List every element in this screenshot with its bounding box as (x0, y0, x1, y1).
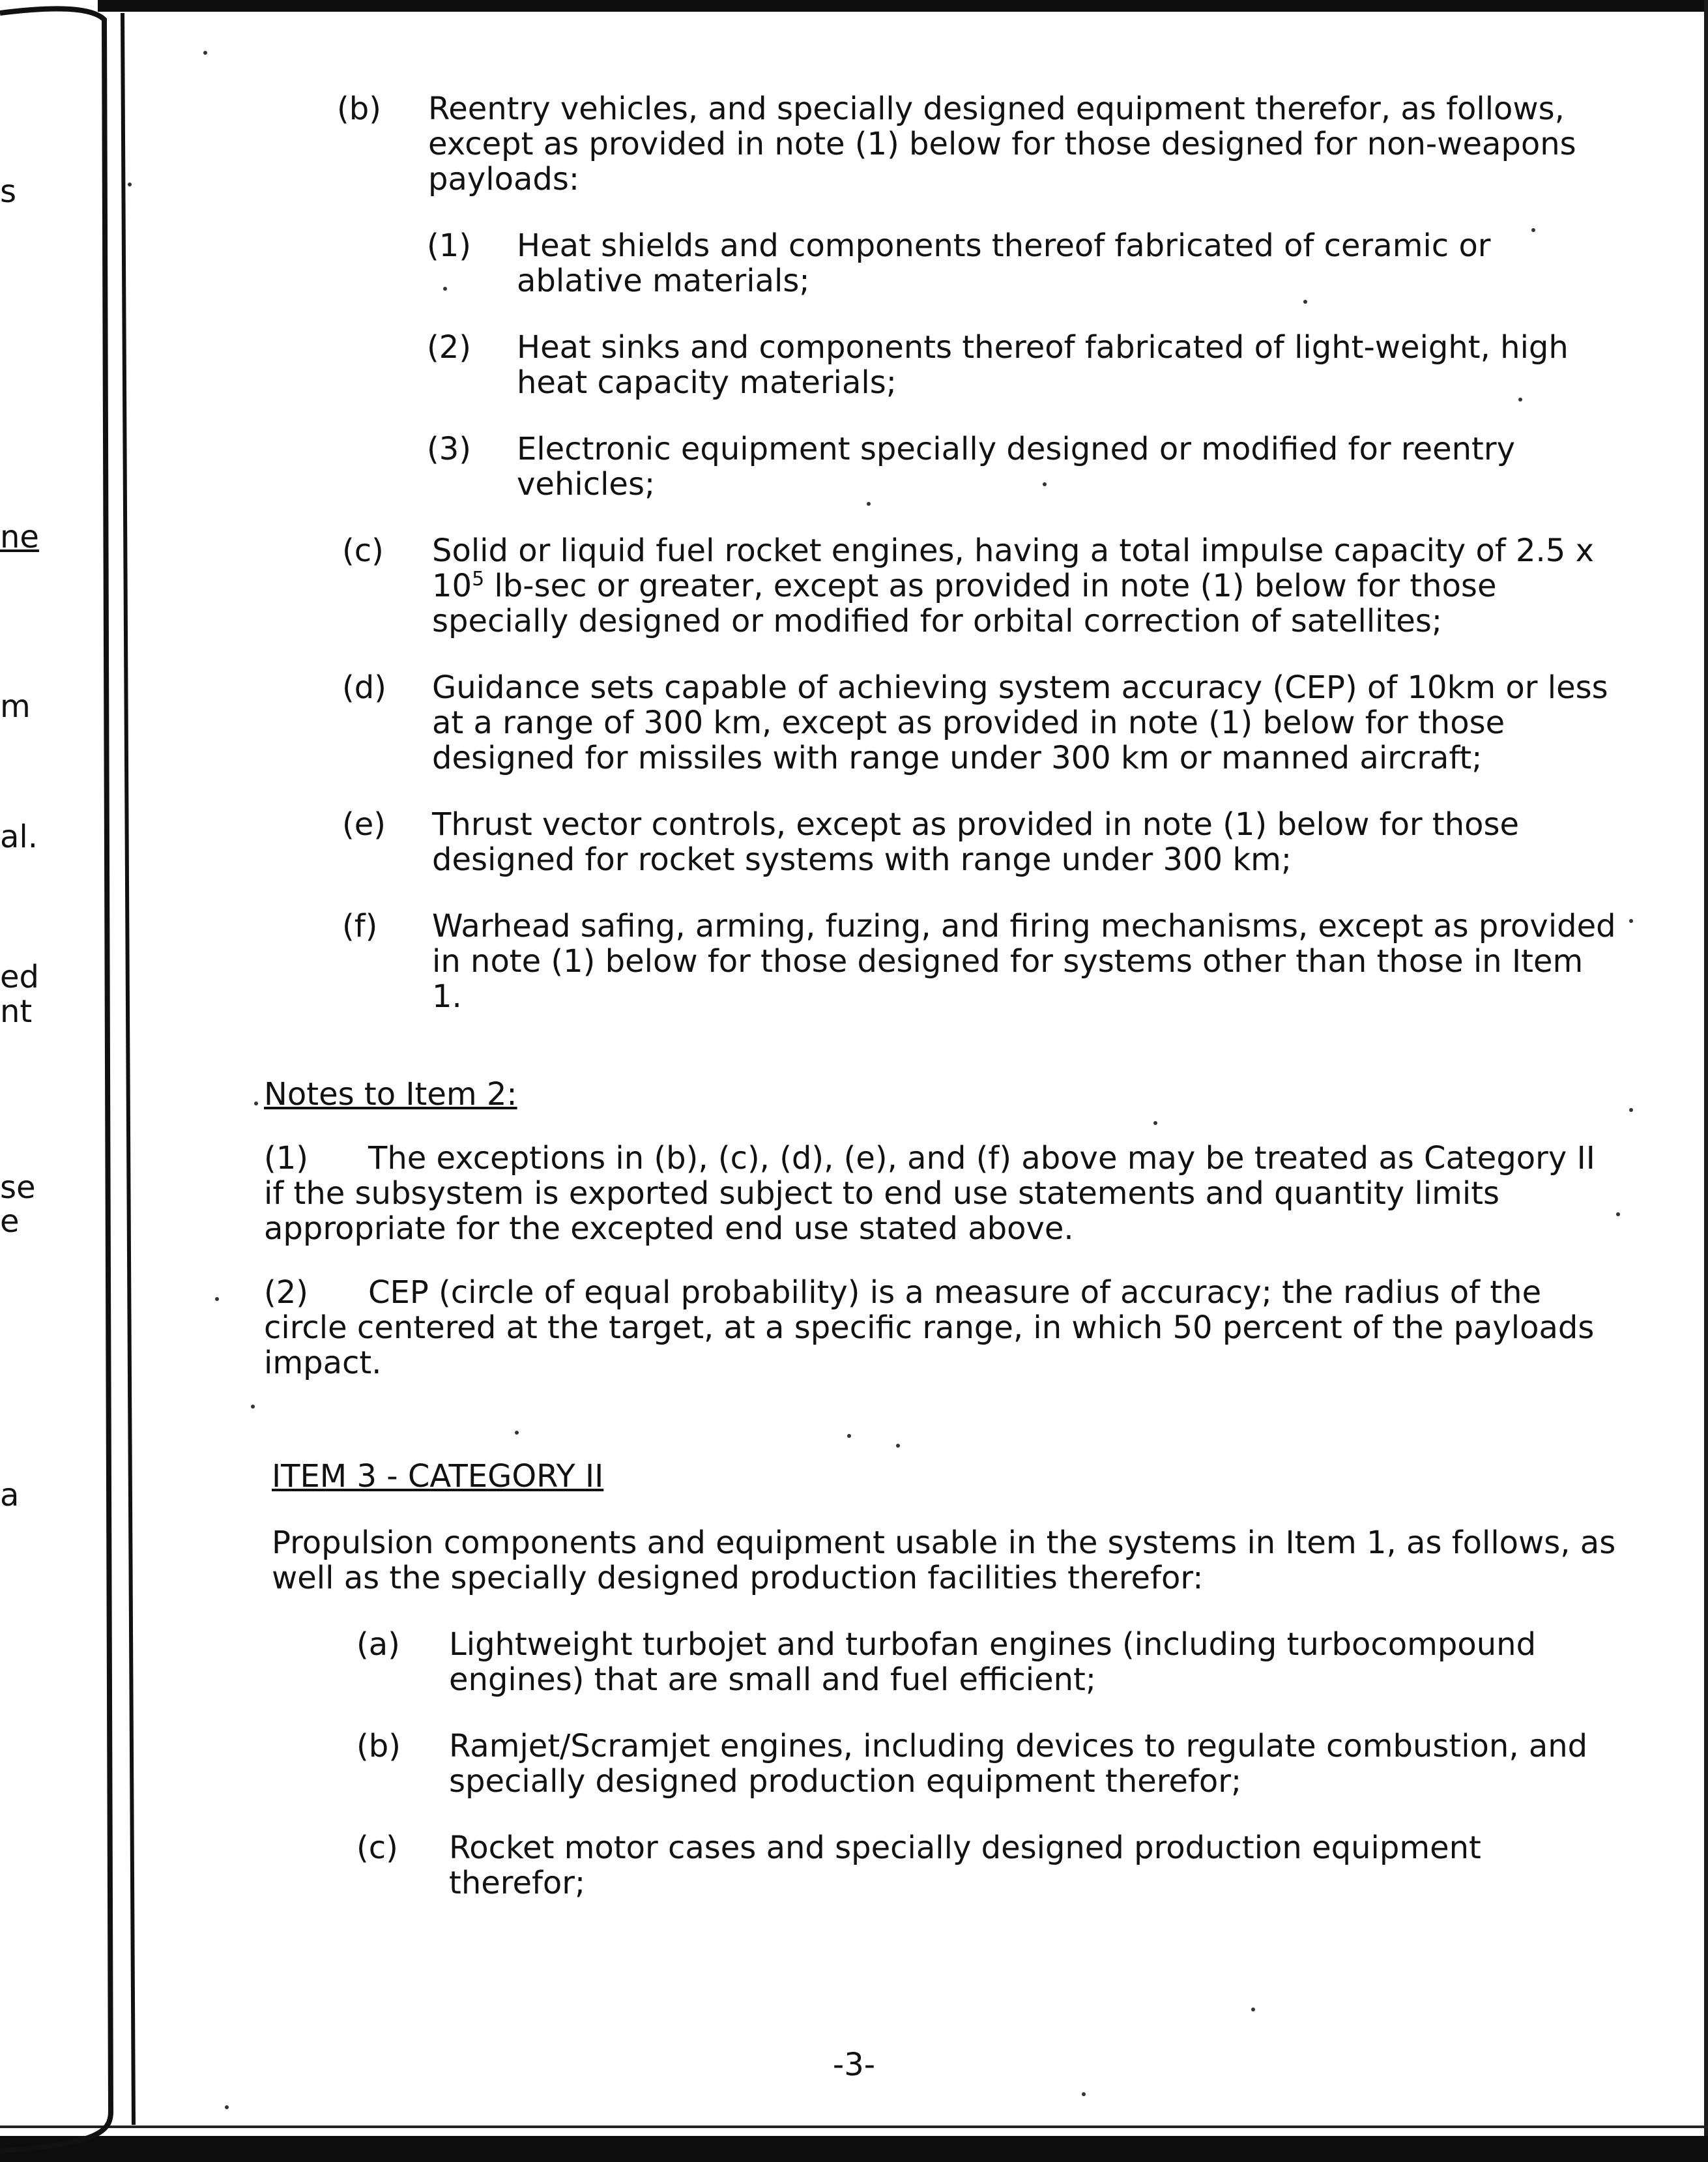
margin-fragment: nt (0, 993, 33, 1030)
note-label: (2) (264, 1274, 308, 1311)
margin-fragment: m (0, 688, 31, 725)
subitem-text: Ramjet/Scramjet engines, including devices to regulate combustion, and specially designed production equipment therefor; (449, 1728, 1588, 1800)
item-b (337, 91, 1619, 197)
subitem-label: (c) (356, 1830, 398, 1866)
exponent: 5 (472, 568, 485, 591)
subitem-label: (3) (427, 431, 471, 467)
margin-fragment: ed (0, 959, 39, 995)
item-label: (b) (337, 91, 381, 127)
item-c-text-start: Solid or liquid fuel rocket engines, having a total impulse capacity of 2.5 x 10 (432, 533, 1594, 604)
subitem-2 (427, 330, 1619, 400)
margin-fragment: e (0, 1203, 20, 1240)
item-text: Guidance sets capable of achieving system accuracy (CEP) of 10km or less at a range of 300 km, except as provided in note (1) below for those designed for missiles with range under 300 km or manned aircraft; (432, 669, 1608, 776)
margin-fragment: a (0, 1477, 20, 1513)
subitem-3 (427, 431, 1619, 502)
notes-heading: Notes to Item 2: (264, 1076, 517, 1113)
subitem-text: Electronic equipment specially designed or modified for reentry vehicles; (517, 431, 1516, 503)
item-f (342, 909, 1619, 1014)
note-label: (1) (264, 1140, 308, 1176)
note-1 (264, 1141, 1619, 1246)
subitem-label: (2) (427, 329, 471, 366)
margin-fragment: ne (0, 519, 39, 555)
page-number: -3- (832, 2047, 876, 2083)
note-2 (264, 1275, 1619, 1380)
item-c-text-end: lb-sec or greater, except as provided in note (1) below for those specially designed or modified for orbital correction of satellites; (432, 568, 1497, 639)
item-text: Thrust vector controls, except as provided in note (1) below for those designed for rocket systems with range under 300 km; (432, 806, 1520, 878)
item-label: (c) (342, 533, 384, 569)
subitem-label: (a) (356, 1626, 400, 1663)
subitem-text: Heat shields and components thereof fabricated of ceramic or ablative materials; (517, 227, 1491, 299)
scan-top-edge (98, 0, 1708, 12)
scan-bottom-line (0, 2125, 1708, 2136)
subitem-text: Lightweight turbojet and turbofan engines (including turbocompound engines) that are small and fuel efficient; (449, 1626, 1537, 1698)
item-d (342, 670, 1619, 776)
item-text (432, 533, 1619, 639)
section-heading: ITEM 3 - CATEGORY II (272, 1458, 604, 1495)
item-e (342, 807, 1619, 877)
scan-bottom-edge (0, 2136, 1708, 2162)
document-body (264, 91, 1619, 1901)
subitem-text: Heat sinks and components thereof fabricated of light-weight, high heat capacity materials; (517, 329, 1569, 401)
item-label: (f) (342, 908, 378, 944)
item-c (342, 533, 1619, 639)
left-margin-fragments (0, 0, 91, 2162)
margin-fragment: al. (0, 819, 38, 855)
item-label: (e) (342, 806, 386, 843)
margin-fragment: s (0, 173, 17, 210)
item-text: Reentry vehicles, and specially designed equipment therefor, as follows, except as provided in note (1) below for those designed for non-weapons payloads: (428, 91, 1576, 197)
subitem-label: (1) (427, 227, 471, 264)
item3-subitem-a (356, 1627, 1619, 1697)
note-text: The exceptions in (b), (c), (d), (e), and (f) above may be treated as Category II if the subsystem is exported subject to end use statements and quantity limits appropriate for the excepted end use stated above. (264, 1140, 1595, 1247)
scan-right-edge (1704, 0, 1708, 2162)
item-label: (d) (342, 669, 386, 706)
note-text: CEP (circle of equal probability) is a measure of accuracy; the radius of the circle centered at the target, at a specific range, in which 50 percent of the payloads impact. (264, 1274, 1595, 1381)
item-text: Warhead safing, arming, fuzing, and firing mechanisms, except as provided in note (1) below for those designed for systems other than those in Item 1. (432, 908, 1616, 1015)
section-intro: Propulsion components and equipment usable in the systems in Item 1, as follows, as well as the specially designed production facilities therefor: (272, 1525, 1616, 1596)
subitem-text: Rocket motor cases and specially designed production equipment therefor; (449, 1830, 1481, 1901)
subitem-label: (b) (356, 1728, 401, 1764)
item3-subitem-b (356, 1729, 1619, 1799)
subitem-1 (427, 228, 1619, 299)
item3-subitem-c (356, 1830, 1619, 1901)
margin-fragment: se (0, 1169, 36, 1206)
